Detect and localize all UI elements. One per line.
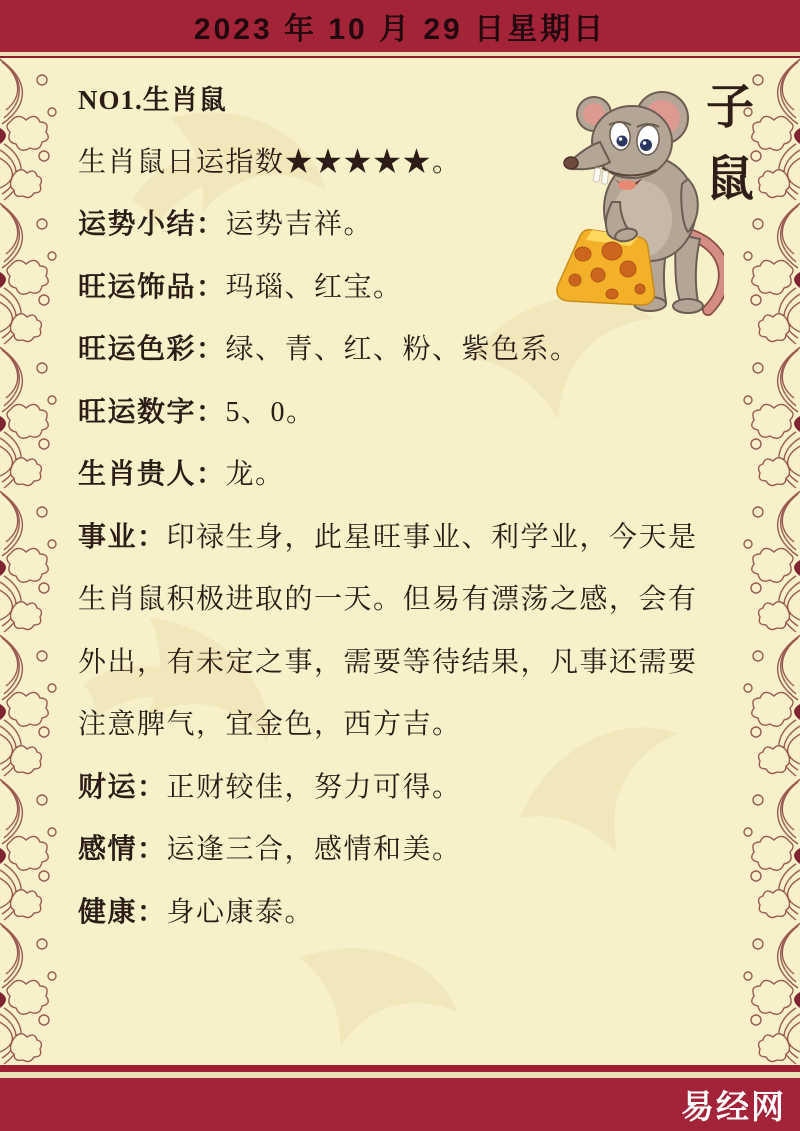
fortune-line-health: 健康： 身心康泰。 — [78, 896, 315, 928]
site-watermark: 易经网 — [681, 1088, 786, 1125]
star-rating-text: 生肖鼠日运指数★★★★★。 — [78, 146, 462, 178]
ornate-border-right — [734, 58, 800, 1065]
seal-char-zi: 子 — [705, 81, 754, 134]
footer-divider-line — [0, 1065, 800, 1078]
fortune-line-love: 感情： 运逢三合，感情和美。 — [78, 834, 462, 866]
fortune-line-career-2: 生肖鼠积极进取的一天。但易有漂荡之感，会有 — [78, 584, 698, 616]
footer-banner — [0, 1078, 800, 1131]
seal-char-shu: 鼠 — [705, 153, 754, 206]
fortune-line-career-3: 外出，有未定之事，需要等待结果，凡事还需要 — [78, 646, 698, 678]
banner-divider-line — [0, 56, 800, 58]
date-text: 2023 年 10 月 29 日星期日 — [193, 13, 607, 46]
fortune-line-career-4: 注意脾气，宜金色，西方吉。 — [78, 709, 462, 741]
fortune-line-benefactor: 生肖贵人： 龙。 — [78, 459, 285, 491]
ornate-border-left — [0, 58, 66, 1065]
fortune-line-career-1: 事业： 印禄生身，此星旺事业、利学业，今天是 — [78, 521, 698, 553]
fortune-line-lucky-numbers: 旺运数字： 5、0。 — [78, 396, 316, 428]
zodiac-seal — [702, 81, 758, 206]
date-banner — [0, 0, 800, 56]
page-title: NO1.生肖鼠 — [78, 84, 227, 115]
fortune-line-wealth: 财运： 正财较佳，努力可得。 — [78, 771, 462, 803]
fortune-line-lucky-colors: 旺运色彩： 绿、青、红、粉、紫色系。 — [78, 334, 580, 366]
fortune-line-summary: 运势小结： 运势吉祥。 — [78, 209, 374, 241]
fortune-line-lucky-accessory: 旺运饰品： 玛瑙、红宝。 — [78, 271, 403, 303]
rat-with-cheese-illustration — [550, 84, 724, 316]
